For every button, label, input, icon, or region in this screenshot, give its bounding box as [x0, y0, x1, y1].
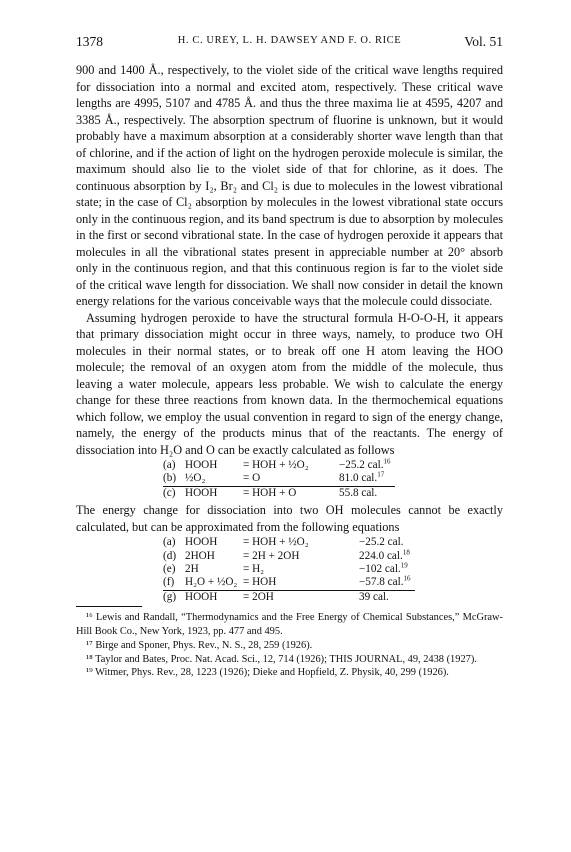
equation-row: (d) 2HOH = 2H + 2OH 224.0 cal.$^{18}$ [163, 547, 410, 562]
footnote-divider [76, 606, 142, 607]
equation-row: (g) HOOH = 2OH 39 cal. [163, 590, 389, 603]
running-header [76, 34, 503, 56]
footnote-18: ¹⁸ Taylor and Bates, Proc. Nat. Acad. Sci., 12, 714 (1926); THIS JOURNAL, 49, 2438 (1927). [86, 653, 477, 665]
footnote-17: ¹⁷ Birge and Sponer, Phys. Rev., N. S., 28, 259 (1926). [86, 639, 313, 651]
equation-table-2 [163, 536, 415, 604]
paragraph-1: 900 and 1400 Å., respectively, to the violet side of the critical wave lengths required for dissociation into a normal and excited atom, respectively. These critical wave lengths are 4995, 5107 and 4785 Å. and thus the three maxima lie at 4595, 4207 and 3385 Å., respectively. The absorption spectrum of fluorine is unknown, but it would probably have a maximum absorption at a considerably shorter wave length than that of chlorine, and if the action of light on the hydrogen peroxide molecule is similar, the maximum should also lie to the violet side of that for chlorine, as it does. The continuous absorption by I₂, Br₂ and Cl₂ is due to molecules in the lowest vibrational state; in the case of Cl₂ absorption by molecules in the lowest vibrational state occurs only in the continuous region, and its band spectrum is due to absorption by molecules in the first or second vibrational state. In the case of hydrogen peroxide it appears that molecules in all the vibrational states present in appreciable number at 20° absorb only in the continuous region, and that this continuous region is far to the violet side of the critical wave length for dissociation. We shall now consider in detail the known energy relations for the various conceivable ways that the molecule could dissociate. [76, 63, 503, 308]
equation-row: (a) HOOH = HOH + ½O₂ −25.2 cal. [163, 536, 404, 549]
equation-block-2 [163, 536, 503, 604]
equation-table-1 [163, 459, 395, 500]
equation-row: (a) HOOH = HOH + ½O₂ −25.2 cal.$^{16}$ [163, 457, 391, 471]
page-number: 1378 [76, 34, 103, 49]
footnotes [76, 611, 503, 680]
paragraph-2: Assuming hydrogen peroxide to have the structural formula H-O-O-H, it appears that primary dissociation might occur in three ways, namely, to produce two OH molecules in their normal states, or to break off one H atom leaving the HOO molecule; the removal of an oxygen atom from the middle of the molecule, thus leaving a water molecule, appears less probable. We wish to calculate the energy change for these three reactions from known data. In the thermochemical equations which follow, we employ the usual convention in regard to sign of the energy change, namely, the energy of the products minus that of the reactants. The energy of dissociation into H₂O and O can be exactly calculated as follows [76, 310, 503, 457]
volume-label: Vol. 51 [464, 34, 503, 49]
footnote-19: ¹⁹ Witmer, Phys. Rev., 28, 1223 (1926); Dieke and Hopfield, Z. Physik, 40, 299 (1926). [86, 667, 449, 679]
article-body [76, 62, 503, 604]
equation-row: (b) ½O₂ = O 81.0 cal.$^{17}$ [163, 472, 395, 486]
footnote-16: ¹⁶ Lewis and Randall, “Thermodynamics and the Free Energy of Chemical Substances,” McGraw-Hill Book Co., New York, 1923, pp. 477 and 495. [76, 612, 503, 638]
equation-row: (c) HOOH = HOH + O 55.8 cal. [163, 486, 378, 499]
equation-row: (e) 2H = H₂ −102 cal.$^{19}$ [163, 561, 408, 576]
paragraph-3: The energy change for dissociation into two OH molecules cannot be exactly calculated, but can be approximated from the following equations [76, 503, 503, 534]
running-authors: H. C. UREY, L. H. DAWSEY AND F. O. RICE [177, 35, 402, 46]
equation-block-1 [163, 459, 503, 500]
equation-row: (f) H₂O + ½O₂ = HOH −57.8 cal.$^{16}$ [163, 576, 415, 590]
journal-page [76, 34, 503, 680]
